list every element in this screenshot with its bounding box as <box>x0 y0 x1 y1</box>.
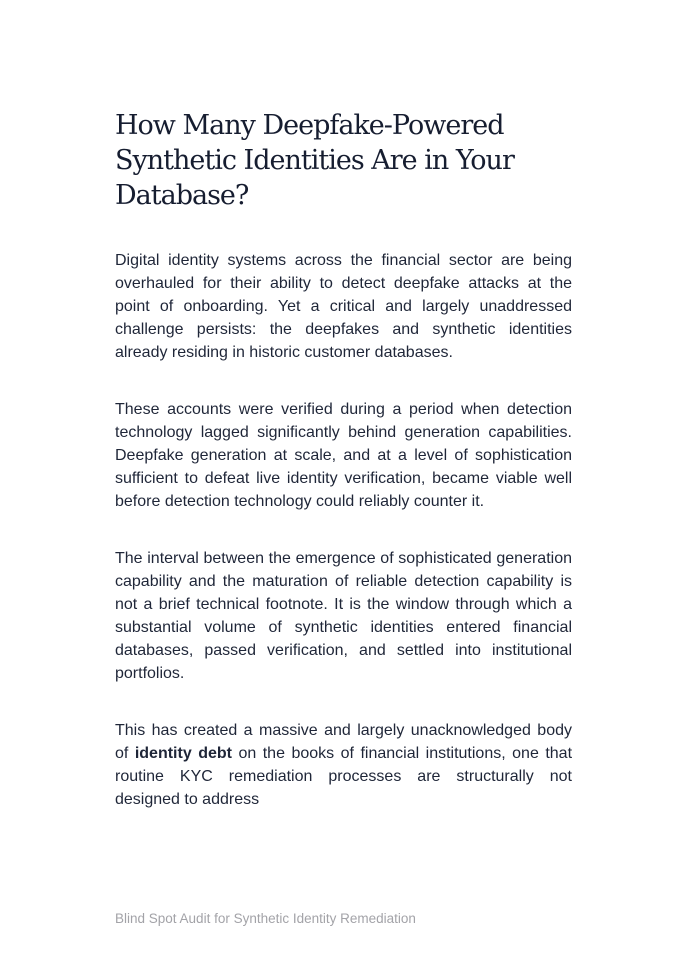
identity-debt-emphasis: identity debt <box>134 745 232 762</box>
paragraph-3: The interval between the emergence of sophisticated generation capability and the maturation of reliable detection capability is not a brief technical footnote. It is the window through which a substantial volume of synthetic identities entered financial databases, passed verification, and settled into institutional portfolios. <box>115 550 572 682</box>
paragraph-2: These accounts were verified during a period when detection technology lagged significantly behind generation capabilities. Deepfake generation at scale, and at a level of sophistication sufficient to defeat live identity verification, became viable well before detection technology could reliably counter it. <box>115 401 572 510</box>
article <box>115 108 572 845</box>
page-title: How Many Deepfake-Powered Synthetic Identities Are in Your Database? <box>115 110 514 211</box>
paragraph-4-text-start: This has created a massive and largely unacknowledged body of <box>115 722 572 762</box>
paragraph-1: Digital identity systems across the financial sector are being overhauled for their ability to detect deepfake attacks at the point of onboarding. Yet a critical and largely unaddressed challenge persists: the deepfakes and synthetic identities already residing in historic customer databases. <box>115 252 572 361</box>
page-footer: Blind Spot Audit for Synthetic Identity Remediation <box>115 911 416 926</box>
paragraph-4 <box>115 719 572 811</box>
paragraph-4-text-end: on the books of financial institutions, one that routine KYC remediation processes are structurally not designed to address <box>115 745 573 808</box>
